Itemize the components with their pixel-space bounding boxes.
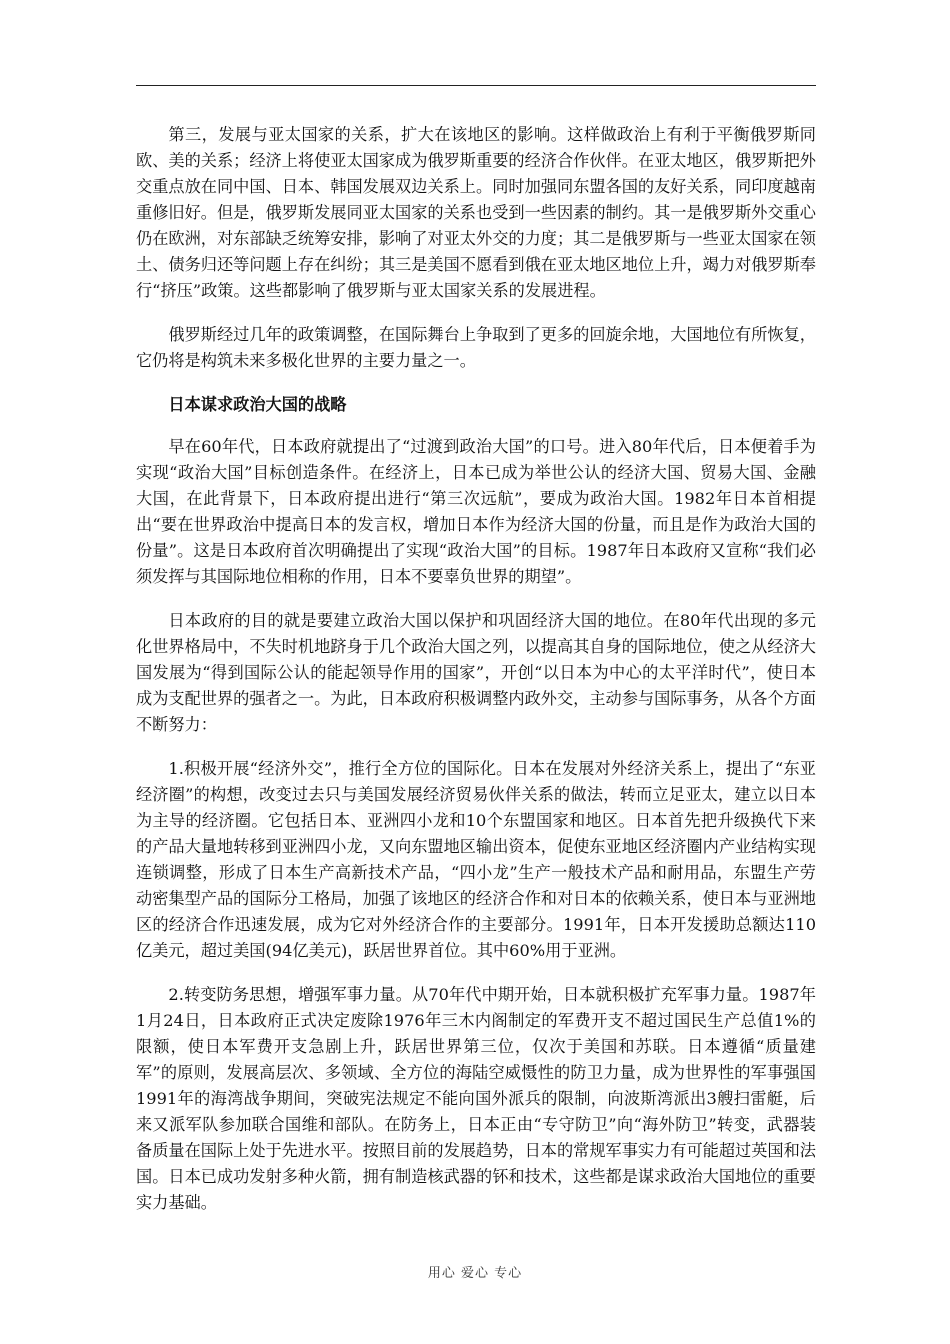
section-heading: 日本谋求政治大国的战略 bbox=[168, 395, 347, 414]
list-item-paragraph: 1.积极开展“经济外交”，推行全方位的国际化。日本在发展对外经济关系上，提出了“东亚经济圈”的构想，改变过去只与美国发展经济贸易伙伴关系的做法，转而立足亚太，建立以日本为主导的经济圈。它包括日本、亚洲四小龙和10个东盟国家和地区。日本首先把升级换代下来的产品大量地转移到亚洲四小龙，又向东盟地区输出资本，促使东亚地区经济圈内产业结构实现连锁调整，形成了日本生产高新技术产品，“四小龙”生产一般技术产品和耐用品，东盟生产劳动密集型产品的国际分工格局，加强了该地区的经济合作和对日本的依赖关系，使日本与亚洲地区的经济合作迅速发展，成为它对外经济合作的主要部分。1991年，日本开发援助总额达110亿美元，超过美国(94亿美元)，跃居世界首位。其中60%用于亚洲。 bbox=[136, 759, 816, 960]
paragraph: 俄罗斯经过几年的政策调整，在国际舞台上争取到了更多的回旋余地，大国地位有所恢复，它仍将是构筑未来多极化世界的主要力量之一。 bbox=[136, 325, 816, 370]
page-footer: 用心 爱心 专心 bbox=[427, 1266, 523, 1281]
paragraph: 早在60年代，日本政府就提出了“过渡到政治大国”的口号。进入80年代后，日本便着手为实现“政治大国”目标创造条件。在经济上，日本已成为举世公认的经济大国、贸易大国、金融大国，在此背景下，日本政府提出进行“第三次远航”，要成为政治大国。1982年日本首相提出“要在世界政治中提高日本的发言权，增加日本作为经济大国的份量，而且是作为政治大国的份量”。这是日本政府首次明确提出了实现“政治大国”的目标。1987年日本政府又宣称“我们必须发挥与其国际地位相称的作用，日本不要辜负世界的期望”。 bbox=[136, 437, 816, 586]
list-item-paragraph: 2.转变防务思想，增强军事力量。从70年代中期开始，日本就积极扩充军事力量。1987年1月24日，日本政府正式决定废除1976年三木内阁制定的军费开支不超过国民生产总值1%的限额，使日本军费开支急剧上升，跃居世界第三位，仅次于美国和苏联。日本遵循“质量建军”的原则，发展高层次、多领域、全方位的海陆空威慑性的防卫力量，成为世界性的军事强国1991年的海湾战争期间，突破宪法规定不能向国外派兵的限制，向波斯湾派出3艘扫雷艇，后来又派军队参加联合国维和部队。在防务上，日本正由“专守防卫”向“海外防卫”转变，武器装备质量在国际上处于先进水平。按照目前的发展趋势，日本的常规军事实力有可能超过英国和法国。日本已成功发射多种火箭，拥有制造核武器的钚和技术，这些都是谋求政治大国地位的重要实力基础。 bbox=[136, 985, 816, 1212]
paragraph: 第三，发展与亚太国家的关系，扩大在该地区的影响。这样做政治上有利于平衡俄罗斯同欧、美的关系；经济上将使亚太国家成为俄罗斯重要的经济合作伙伴。在亚太地区，俄罗斯把外交重点放在同中国、日本、韩国发展双边关系上。同时加强同东盟各国的友好关系，同印度越南重修旧好。但是，俄罗斯发展同亚太国家的关系也受到一些因素的制约。其一是俄罗斯外交重心仍在欧洲，对东部缺乏统筹安排，影响了对亚太外交的力度；其二是俄罗斯与一些亚太国家在领土、债务归还等问题上存在纠纷；其三是美国不愿看到俄在亚太地区地位上升，竭力对俄罗斯奉行“挤压”政策。这些都影响了俄罗斯与亚太国家关系的发展进程。 bbox=[136, 125, 816, 300]
document-body bbox=[136, 122, 816, 1234]
paragraph: 日本政府的目的就是要建立政治大国以保护和巩固经济大国的地位。在80年代出现的多元化世界格局中，不失时机地跻身于几个政治大国之列，以提高其自身的国际地位，使之从经济大国发展为“得到国际公认的能起领导作用的国家”，开创“以日本为中心的太平洋时代”，使日本成为支配世界的强者之一。为此，日本政府积极调整内政外交，主动参与国际事务，从各个方面不断努力： bbox=[136, 611, 816, 734]
header-rule bbox=[136, 85, 816, 86]
